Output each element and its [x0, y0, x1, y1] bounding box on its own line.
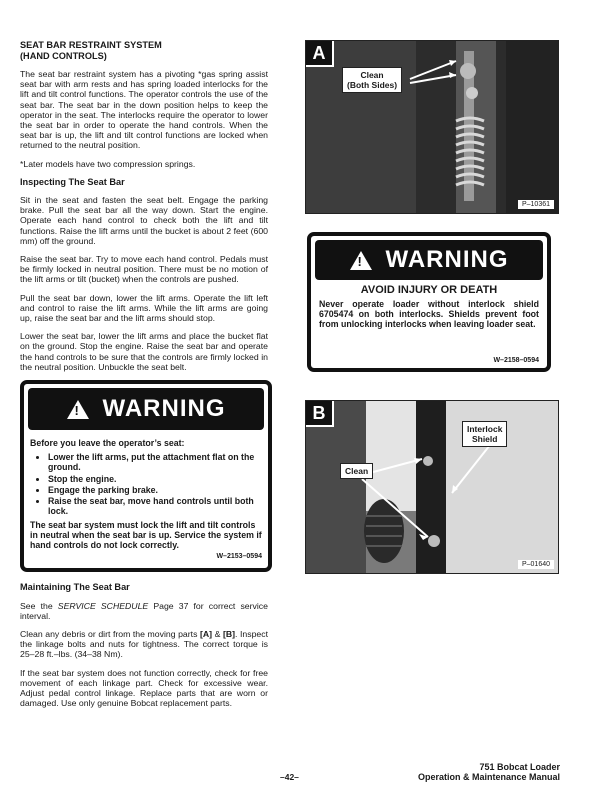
- figure-b: [305, 400, 559, 574]
- callout-a-line1: Clean: [360, 70, 384, 80]
- warning-list-item: • Raise the seat bar, move hand controls until both lock.: [48, 496, 262, 516]
- maint-paragraph-1: [20, 601, 268, 621]
- maint-p2-amp: &: [212, 628, 223, 639]
- maint-p1-post: Page 37 for correct service interval.: [20, 600, 268, 621]
- section-heading-line2: (HAND CONTROLS): [20, 50, 107, 61]
- figure-a-label: A: [306, 41, 334, 67]
- left-column: [20, 40, 268, 716]
- inspect-paragraph-3: Pull the seat bar down, lower the lift arms. Operate the lift left and control to raise the lift arms. While the lift arms are going up, raise the seat bar and the lift arms should stop.: [20, 292, 268, 324]
- warning-list-item: • Stop the engine.: [48, 474, 262, 484]
- warning-list: [30, 452, 262, 516]
- inspect-heading: Inspecting The Seat Bar: [20, 176, 125, 187]
- warning-title-right: WARNING: [385, 246, 509, 273]
- note-paragraph: *Later models have two compression springs.: [20, 158, 196, 169]
- figure-b-photo: [306, 401, 558, 573]
- maint-paragraph-3: If the seat bar system does not function correctly, check for free movement of each linkage part. Check for excessive wear. Adjust pedal control linkage. Replace parts that are worn or damaged. Use only genuine Bobcat replacement parts.: [20, 667, 268, 709]
- warning-code-right: W–2158–0594: [493, 357, 539, 364]
- warning-header-right: [315, 240, 543, 280]
- footer-title-line2: Operation & Maintenance Manual: [417, 772, 560, 782]
- callout-clean: Clean: [340, 463, 373, 479]
- warning-list-item: • Engage the parking brake.: [48, 485, 262, 495]
- callout-a-line2: (Both Sides): [347, 80, 398, 90]
- callout-shield-line1: Interlock: [467, 424, 503, 434]
- footer-title: [418, 762, 560, 782]
- inspect-paragraph-2: Raise the seat bar. Try to move each hand control. Pedals must be firmly locked in neutral position. There must be no motion of the lift arms or tilt (bucket) when the controls are pushed.: [20, 254, 268, 285]
- maint-heading: Maintaining The Seat Bar: [20, 582, 130, 593]
- page-number: –42–: [280, 772, 299, 782]
- warning-triangle-icon: !: [350, 251, 372, 270]
- inspect-paragraph-4: Lower the seat bar, lower the lift arms and place the bucket flat on the ground. Stop the engine. Raise the seat bar and operate the hand controls to be sure that the controls are firmly locked in the neutral position. Unbuckle the seat belt.: [20, 331, 268, 372]
- warning-title-left: WARNING: [102, 394, 226, 422]
- warning-subtitle: AVOID INJURY OR DEATH: [360, 284, 498, 296]
- callout-clean-both-sides: [342, 67, 402, 93]
- footer-title-line1: 751 Bobcat Loader: [479, 762, 560, 772]
- figure-a: [305, 40, 559, 214]
- warning-box-left: [20, 380, 272, 572]
- maint-p2-b: . Inspect the linkage bolts and nuts for tightness. The correct torque is 25–28 ft.–lbs. (34–38 Nm).: [20, 628, 268, 660]
- section-heading: [20, 40, 268, 61]
- service-schedule-link[interactable]: SERVICE SCHEDULE: [57, 600, 149, 611]
- warning-lead: Before you leave the operator’s seat:: [30, 438, 185, 449]
- figure-ref-a: [A]: [199, 628, 213, 639]
- inspect-paragraph-1: Sit in the seat and fasten the seat belt. Engage the parking brake. Pull the seat bar all the way down. Start the engine. Operate each hand control to check both the lift and tilt functions. Raise the lift arms until the bucket is about 2 feet (600 mm) off the ground.: [20, 195, 268, 246]
- warning-code-left: W–2153–0594: [216, 553, 262, 561]
- section-heading-line1: SEAT BAR RESTRAINT SYSTEM: [20, 40, 162, 50]
- warning-triangle-icon: !: [67, 400, 89, 419]
- callout-interlock-shield: [462, 421, 507, 447]
- warning-list-item: • Lower the lift arms, put the attachment flat on the ground.: [48, 452, 262, 472]
- warning-text-right: Never operate loader without interlock shield 6705474 on both interlocks. Shields prevent foot from unlocking interlocks when leaving loader seat.: [319, 299, 539, 329]
- warning-body-left: [24, 434, 268, 568]
- figure-b-label: B: [306, 401, 334, 427]
- warning-header-left: [28, 388, 264, 430]
- callout-shield-line2: Shield: [471, 434, 498, 444]
- figure-a-code: P–10361: [518, 200, 554, 209]
- maint-p2-a: Clean any debris or dirt from the moving parts: [20, 628, 200, 639]
- intro-paragraph: The seat bar restraint system has a pivoting *gas spring assist seat bar with arm rests and has spring loaded interlocks for the lift and tilt control functions. The operator controls the use of the seat bar. The seat bar in the down position helps to keep the operator in the seat. The interlocks require the operator to lower the seat bar in order to operate the hand controls. When the seat bar is up, the lift and tilt control functions are locked when returned to the neutral position.: [20, 69, 268, 151]
- figure-b-code: P–01640: [518, 560, 554, 569]
- maint-p1-pre: See the: [20, 600, 58, 611]
- figure-ref-b: [B]: [222, 628, 236, 639]
- warning-closing: The seat bar system must lock the lift and tilt controls in neutral when the seat bar is up. Service the system if hand controls do not lock correctly.: [30, 519, 262, 550]
- warning-box-right: [307, 232, 551, 372]
- maint-paragraph-2: [20, 629, 268, 660]
